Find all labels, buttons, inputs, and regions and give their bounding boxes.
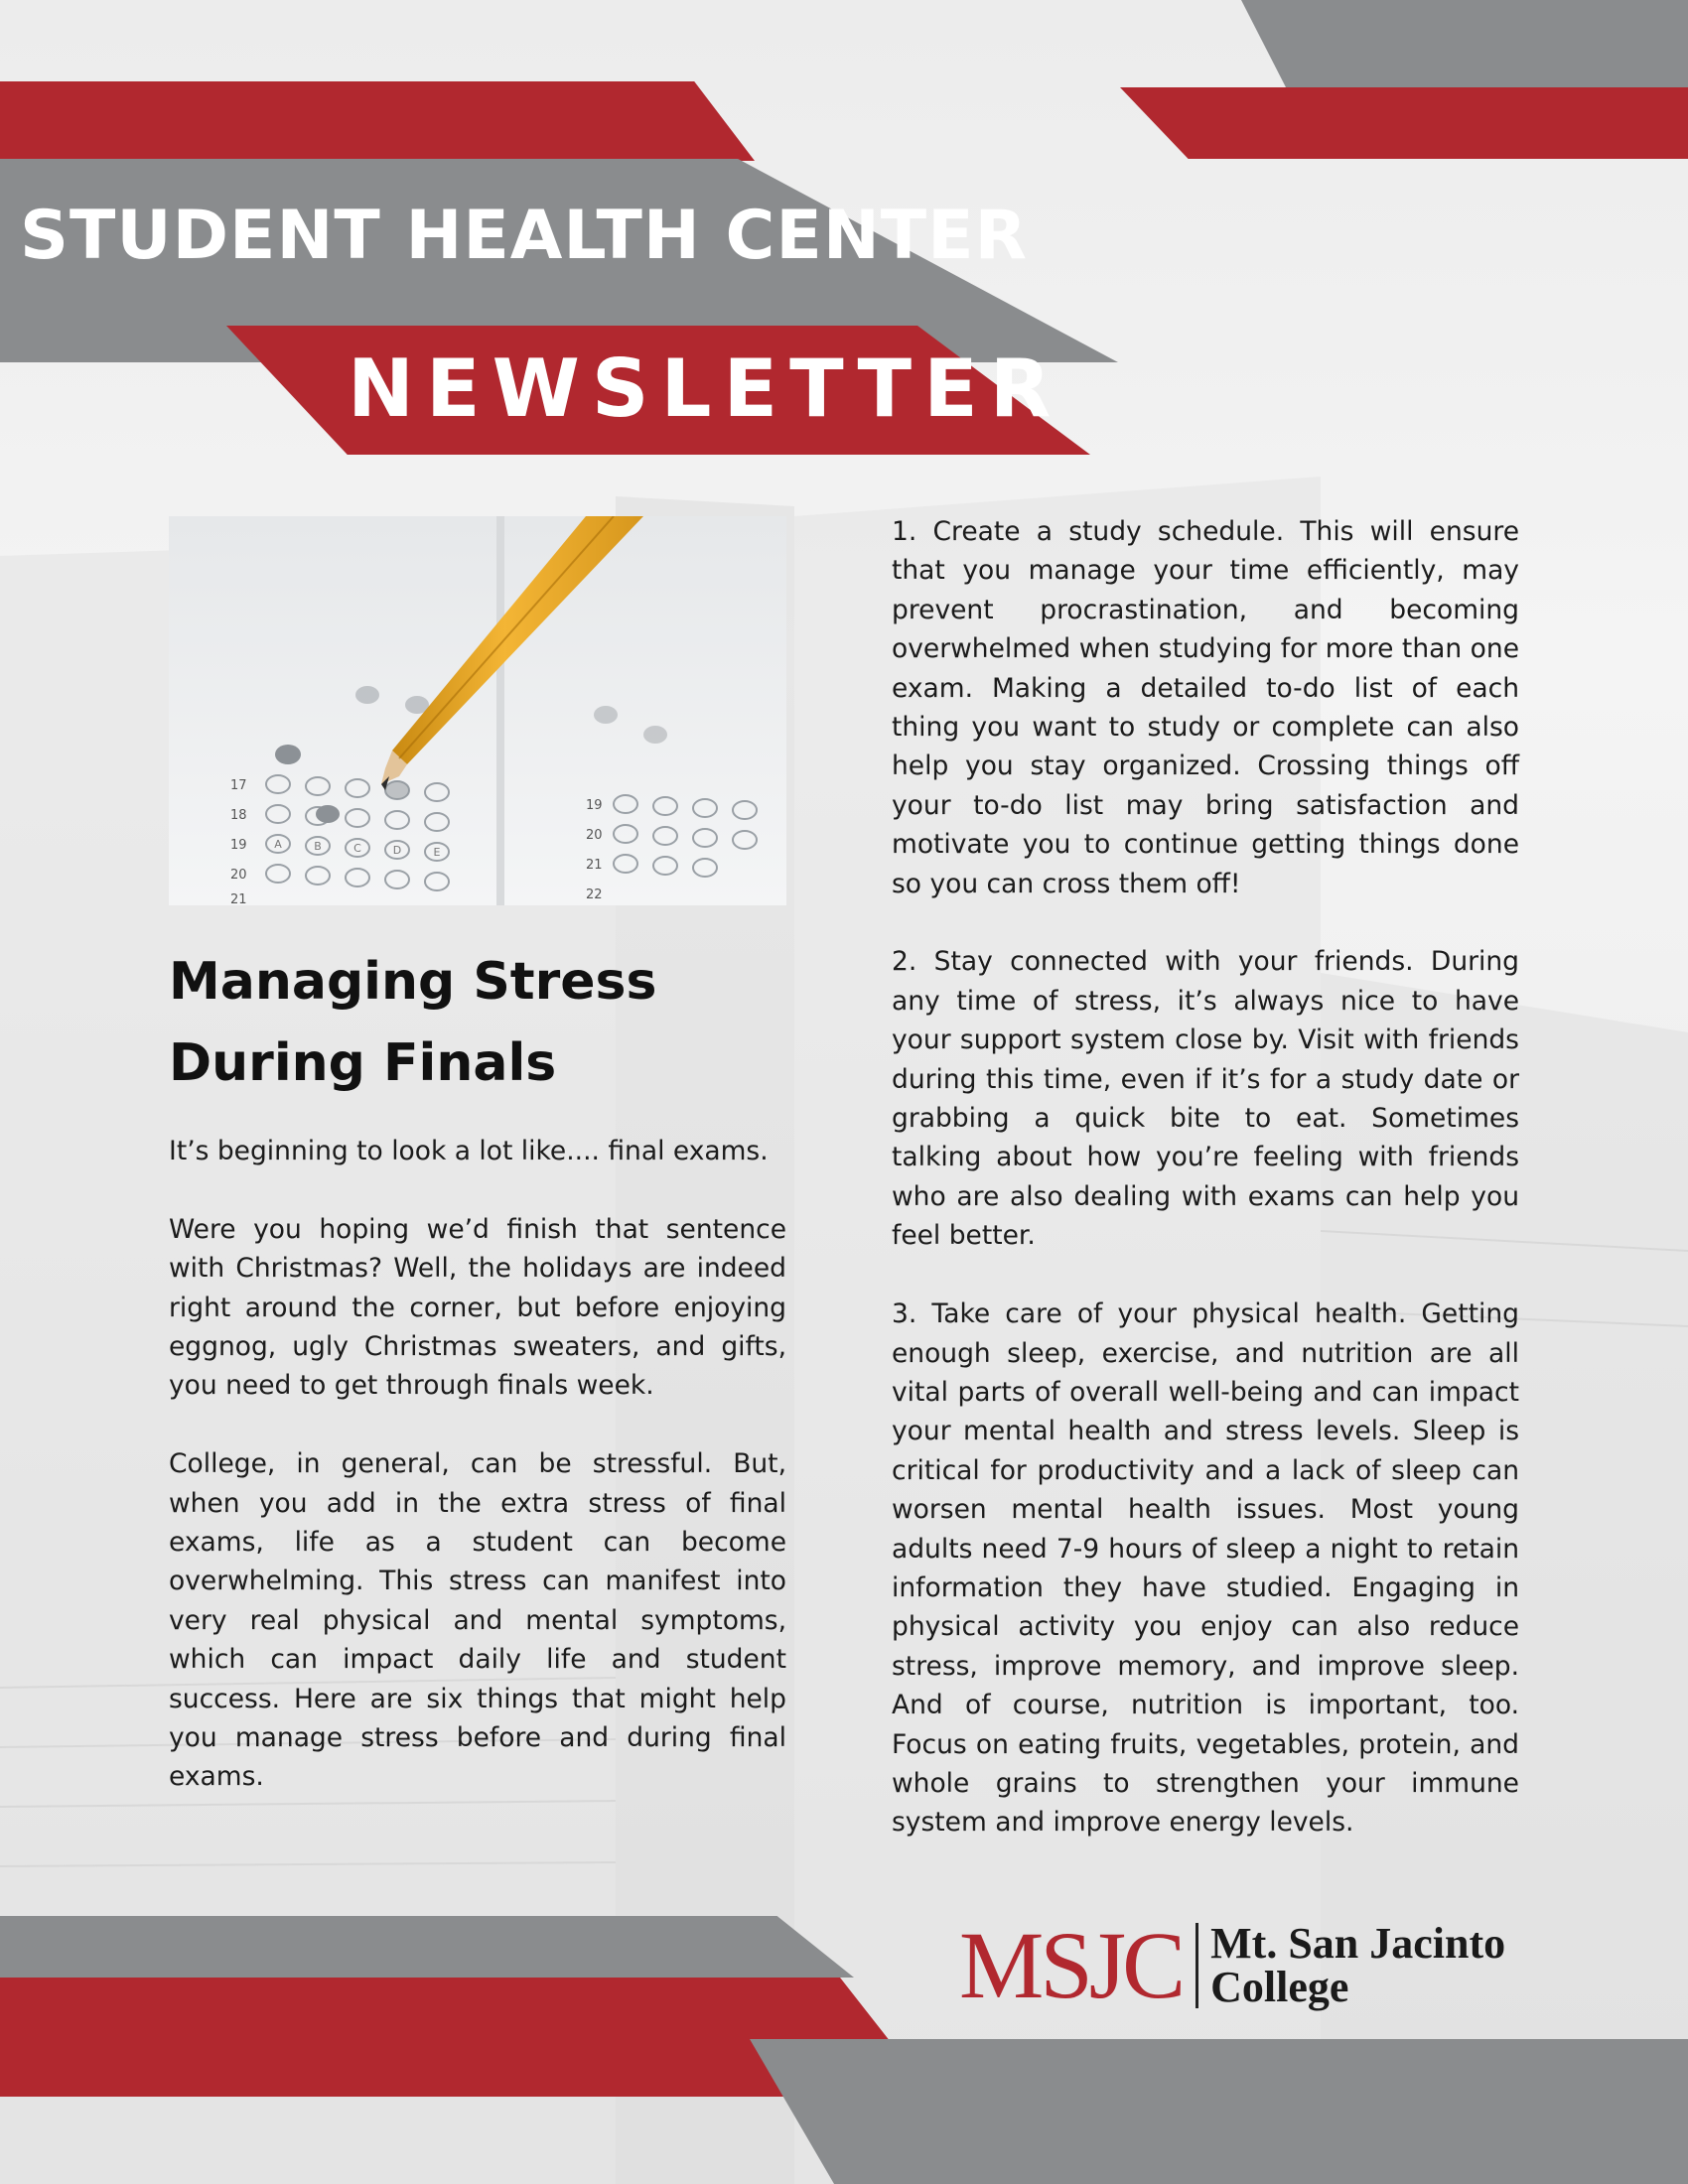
logo-name-line2: College (1210, 1963, 1349, 2011)
article-title (169, 941, 804, 1104)
bubble-letter: C (353, 842, 361, 855)
bubble-letter: D (392, 844, 402, 857)
footer-gray-band-left (0, 1916, 854, 1978)
row-number: 19 (586, 798, 603, 813)
tip-paragraph-2: 2. Stay connected with your friends. During any time of stress, it’s always nice to have your support system close by. Visit with friends during this time, even if it’s for a study date or grabbing a quick bite to eat. Sometimes talking about how you’re feeling with friends who are also dealing with exams can help you feel better. (892, 946, 1519, 1252)
row-number: 21 (586, 858, 603, 873)
article-title-line1: Managing Stress (169, 952, 657, 1012)
article-right-column (892, 512, 1519, 1881)
header-red-band-top-right (1120, 87, 1688, 159)
tip-paragraph-1: 1. Create a study schedule. This will ensure that you manage your time efficiently, may prevent procrastination, and becoming overwhelmed when studying for more than one exam. Making a detailed to-do list of each thing you want to study or complete can also help you stay organized. Crossing things off your to-do list may bring satisfaction and motivate you to continue getting things done so you can cross them off! (892, 516, 1519, 899)
logo-college-name (1210, 1919, 1506, 2011)
header-red-band-left (0, 81, 755, 161)
msjc-logo (959, 1911, 1605, 2020)
newsletter-header-title: STUDENT HEALTH CENTER (20, 197, 1028, 275)
row-number: 19 (230, 838, 247, 853)
bubble-letter: A (274, 838, 282, 851)
article-title-line2: During Finals (169, 1033, 557, 1093)
header-gray-band-top-right (1241, 0, 1688, 87)
pencil-answer-sheet-image (169, 516, 786, 905)
row-number: 17 (230, 778, 247, 793)
article-paragraph: It’s beginning to look a lot like.... final exams. (169, 1136, 769, 1166)
bubble-letter: B (314, 840, 322, 853)
article-paragraph: Were you hoping we’d finish that sentence with Christmas? Well, the holidays are indeed right around the corner, but before enjoying eggnog, ugly Christmas sweaters, and gifts, you need to get through finals week. (169, 1213, 786, 1402)
row-number: 21 (230, 892, 247, 905)
row-number: 18 (230, 808, 247, 823)
logo-divider (1196, 1923, 1198, 2008)
article-paragraph: College, in general, can be stressful. But, when you add in the extra stress of final exams, life as a student can become overwhelming. This stress can manifest into very real physical and mental symptoms, which can impact daily life and student success. Here are six things that might help you manage stress before and during final exams. (169, 1448, 786, 1793)
logo-name-line1: Mt. San Jacinto (1210, 1919, 1506, 1968)
bubble-letter: E (433, 846, 441, 859)
newsletter-header-subtitle: NEWSLETTER (348, 342, 1063, 435)
msjc-logo-mark: MSJC (959, 1912, 1183, 2018)
row-number: 22 (586, 887, 603, 902)
footer-gray-band-right (750, 2039, 1688, 2184)
article-left-column (169, 1132, 786, 1836)
tip-paragraph-3: 3. Take care of your physical health. Getting enough sleep, exercise, and nutrition are all vital parts of overall well-being and can impact your mental health and stress levels. Sleep is critical for productivity and a lack of sleep can worsen mental health issues. Most young adults need 7-9 hours of sleep a night to retain information they have studied. Engaging in physical activity you enjoy can also reduce stress, improve memory, and improve sleep. And of course, nutrition is important, too. Focus on eating fruits, vegetables, protein, and whole grains to strengthen your immune system and improve energy levels. (892, 1298, 1519, 1839)
row-number: 20 (586, 828, 603, 843)
row-number: 20 (230, 868, 247, 883)
